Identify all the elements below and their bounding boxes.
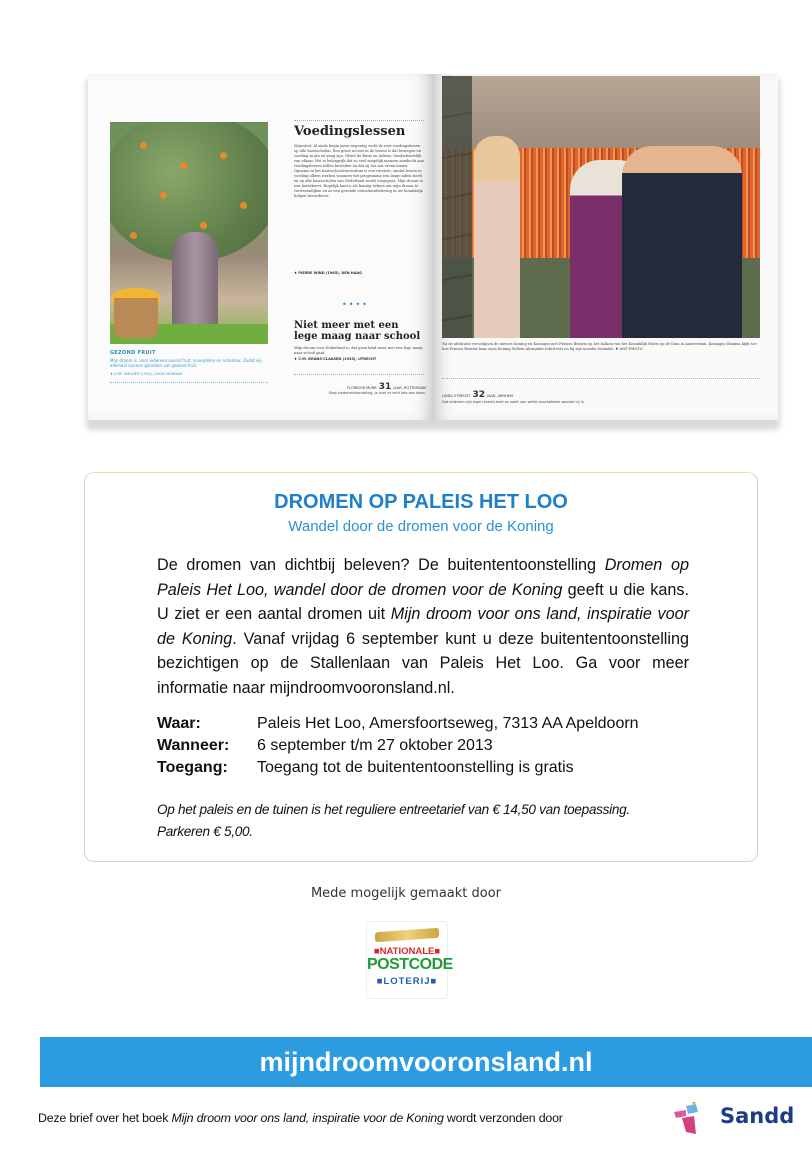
info-body-text: De dromen van dichtbij beleven? De buitententoonstelling bbox=[157, 556, 605, 574]
fruit bbox=[160, 192, 167, 199]
info-body-italic: Dromen op Paleis Het Loo, wandel door de dromen voor de Koning bbox=[157, 556, 689, 599]
detail-value: Toegang tot de buitententoonstelling is gratis bbox=[257, 759, 574, 776]
article-title: Voedingslessen bbox=[294, 124, 406, 139]
fruit bbox=[240, 202, 247, 209]
book-spread-image bbox=[82, 70, 782, 430]
pricing-note bbox=[157, 799, 717, 843]
illustration-caption-text: Mijn droom is, voor iedereen overal fruit, snoeptelen en notenbar. Zodat wij allemaal kunnen genieten van gezond fruit bbox=[110, 358, 262, 368]
footer-text bbox=[38, 1111, 563, 1125]
logo-line: POSTCODE bbox=[367, 956, 453, 973]
book-right-page bbox=[432, 74, 778, 420]
article2-body: Mijn droom voor Nederland is, dat geen kind meer met een lege maag naar school gaat. bbox=[294, 346, 423, 355]
page-subtext-right: Dat iedereen zijn eigen kracht kent en weet van welke onschatbare waarde hij is. bbox=[442, 400, 585, 404]
info-subtitle: Wandel door de dromen voor de Koning bbox=[288, 518, 554, 535]
pricing-note-line: Op het paleis en de tuinen is het reguliere entreetarief van € 14,50 van toepassing. bbox=[157, 802, 630, 817]
info-body-italic: Mijn droom voor ons land, inspiratie voor de Koning bbox=[157, 605, 689, 648]
article-body: Majesteit, Al sinds begin jaren negentig vecht ik voor voedingslessen op alle basisscholen. Een groot accent in de lessen is dat bewegen en voeding in yin en yang zijn. Ofwel de Basis en Adrian, Onafscheidelijk van elkaar. Het is belangrijk dat zo veel mogelijk mensen aandacht aan voedingslessen willen besteden en dat zij het nut ervan inzien. Opname in het basisschoolcurriculum is een vereiste, omdat lessen in voeding alleen werken wanneer het programma een lange adem heeft en op alle basisscholen van Nederland wordt toegepast. Mijn droom is een hartekreet. Hopelijk kunt u als koning helpen om mijn droom te verwezenlijken en zo een gezonde eetcultuurbeleving in uw koninkrijk helpen bevorderen. bbox=[294, 144, 424, 198]
info-body-text: geeft u die kans. U ziet er een aantal dromen uit bbox=[157, 580, 690, 623]
info-body-text: . Vanaf vrijdag 6 september kunt u deze buitententoonstelling bezichtigen op de Stallenlaan van Paleis Het Loo. Ga voor meer informatie naar mijndroomvooronsland.nl. bbox=[157, 629, 689, 697]
detail-value: 6 september t/m 27 oktober 2013 bbox=[257, 737, 493, 754]
article2-title: Niet meer met een lege maag naar school bbox=[294, 320, 421, 342]
detail-label: Toegang: bbox=[157, 759, 228, 776]
nationale-postcode-loterij-logo bbox=[366, 921, 453, 999]
logo-ribbon-icon bbox=[375, 928, 439, 942]
illustration-caption-title: GEZOND FRUIT bbox=[110, 350, 156, 356]
fruit bbox=[220, 152, 227, 159]
detail-label: Waar: bbox=[157, 715, 201, 732]
dotted-divider bbox=[294, 120, 424, 121]
pricing-note-line: Parkeren € 5,00. bbox=[157, 824, 253, 839]
logo-line: ■NATIONALE■ bbox=[373, 946, 441, 957]
detail-label: Wanneer: bbox=[157, 737, 230, 754]
page-number: 32 bbox=[472, 390, 485, 400]
article-author: ♦ PIERRE WIND (1965), DEN HAAG bbox=[294, 271, 362, 275]
website-link[interactable]: mijndroomvooronsland.nl bbox=[259, 1047, 593, 1077]
dots-separator: •••• bbox=[342, 300, 369, 309]
page-number-right bbox=[442, 390, 513, 400]
article2-author: ♦ C.M. KRANS-CLAASEN (1935), UTRECHT bbox=[294, 357, 377, 361]
footer-book-title: Mijn droom voor ons land, inspiratie voor de Koning bbox=[171, 1111, 444, 1125]
exhibition-info-box bbox=[84, 472, 758, 862]
website-banner bbox=[40, 1037, 812, 1087]
sandd-brand: Sandd bbox=[720, 1104, 795, 1128]
page-number-prefix: FLORIDOR MURR bbox=[347, 386, 377, 390]
photo-railing bbox=[442, 76, 472, 338]
details-list bbox=[157, 713, 697, 779]
page-number: 31 bbox=[378, 382, 392, 392]
dotted-divider bbox=[442, 378, 760, 379]
footer-text-start: Deze brief over het boek bbox=[38, 1111, 172, 1125]
fruit-basket bbox=[114, 298, 158, 338]
page-number-prefix: LINDA UTRECHT bbox=[442, 394, 471, 398]
royal-balcony-photo bbox=[442, 76, 760, 338]
illustration-caption-author: ♦ JOSÉ UMLINES (1945), LEIDSCHENDAM bbox=[110, 372, 183, 376]
sponsor-label: Mede mogelijk gemaakt door bbox=[310, 886, 502, 901]
detail-row-wanneer bbox=[157, 735, 697, 757]
fruit-tree-illustration bbox=[110, 122, 268, 344]
photo-person bbox=[622, 146, 742, 338]
fruit bbox=[130, 232, 137, 239]
info-title: DROMEN OP PALEIS HET LOO bbox=[274, 491, 568, 513]
sandd-logo-icon bbox=[672, 1102, 702, 1136]
fruit bbox=[140, 142, 147, 149]
dotted-divider bbox=[294, 374, 424, 375]
dotted-divider bbox=[110, 382, 268, 383]
detail-row-toegang bbox=[157, 757, 697, 779]
footer-text-end: wordt verzonden door bbox=[443, 1111, 563, 1125]
info-body bbox=[157, 553, 689, 700]
fruit bbox=[200, 222, 207, 229]
page-subtext-left: Stop kindermishandeling, je kunt er echt iets aan doen. bbox=[328, 391, 426, 395]
detail-row-waar bbox=[157, 713, 697, 735]
book-left-page bbox=[88, 74, 434, 420]
detail-value: Paleis Het Loo, Amersfoortseweg, 7313 AA Apeldoorn bbox=[257, 715, 639, 732]
page-number-suffix: JAAR, ROTTERDAM bbox=[393, 386, 426, 390]
logo-line: ■LOTERIJ■ bbox=[376, 976, 438, 987]
photo-person bbox=[474, 136, 520, 338]
page-number-suffix: JAAR, ARNHEM bbox=[487, 394, 513, 398]
photo-caption: Na de abdicatie verschijnen de nieuwe Koning en Koningin met Prinses Beatrix op het balkon van het Koninklijk Paleis op de Dam in Amsterdam. Koningin Máxima kijkt toe hoe Prinses Beatrix haar zoon Koning Willem-Alexander feliciteert en hij zijn moeder bedankt. ♦ ANP PHOTO bbox=[442, 342, 757, 351]
fruit bbox=[180, 162, 187, 169]
